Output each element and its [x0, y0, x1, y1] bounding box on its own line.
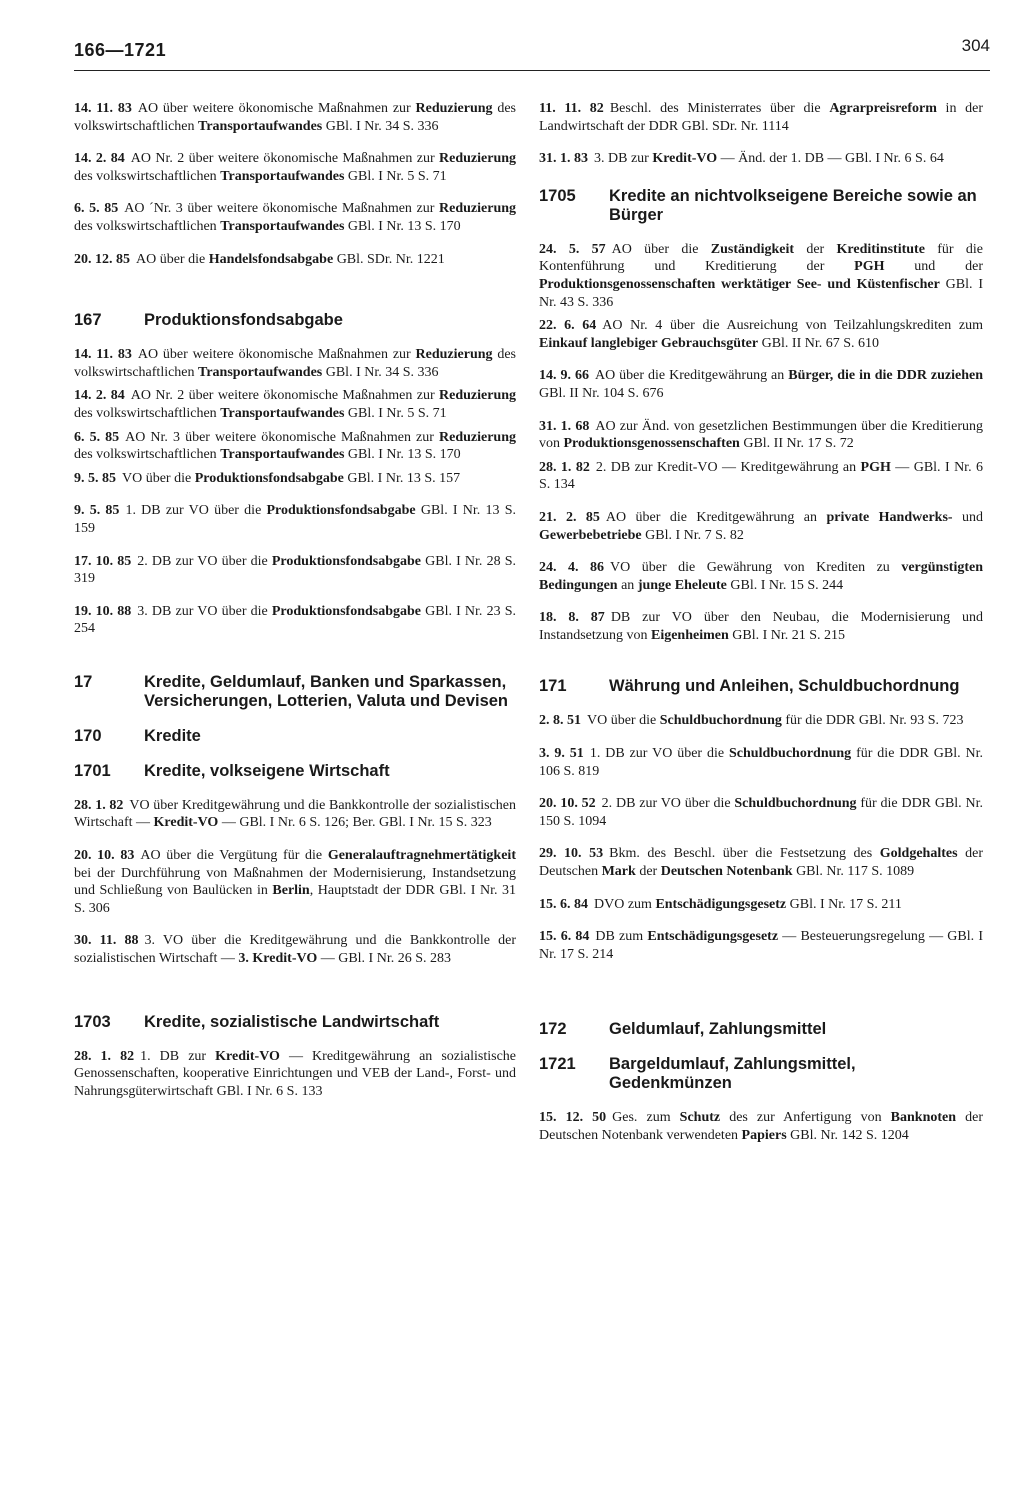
legal-entry [539, 795, 983, 830]
entry-text: des volkswirtschaftlichen [74, 447, 221, 463]
entry-text: GBl. I Nr. 7 S. 82 [641, 527, 744, 543]
legal-entry [539, 928, 983, 963]
entry-keyword: Handelsfondsabgabe [208, 251, 334, 267]
section-heading [539, 677, 983, 696]
entry-keyword: Transportaufwandes [220, 405, 345, 421]
entry-date: 31. 1. 68 [539, 418, 590, 434]
entry-text: 1. DB zur VO über die [125, 503, 267, 519]
spacer [74, 983, 516, 1013]
entry-text: AO Nr. 2 über weitere ökonomische Maßnahmen zur [130, 151, 440, 167]
entry-text: der [794, 241, 837, 257]
entry-date: 29. 10. 53 [539, 846, 604, 862]
legal-entry [539, 1109, 983, 1144]
entry-text: des volkswirtschaftlichen [74, 347, 516, 380]
legal-entry [74, 200, 516, 235]
entry-date: 6. 5. 85 [74, 429, 120, 445]
entry-text: — GBl. I Nr. 6 S. 134 [539, 459, 984, 493]
entry-keyword: Generalauftragnehmertätigkeit [327, 848, 516, 864]
entry-text: Beschl. des Ministerrates über die [609, 101, 830, 116]
legal-entry [74, 387, 516, 422]
legal-entry [539, 712, 983, 730]
legal-entry [74, 502, 516, 537]
legal-entry [539, 418, 983, 453]
section-heading [74, 311, 516, 330]
entry-date: 6. 5. 85 [74, 201, 119, 217]
entry-text: VO über Kreditgewährung und die Bankkontrolle der sozialistischen Wirtschaft — [74, 797, 517, 831]
legal-entry [74, 932, 516, 967]
entry-text: des volkswirtschaftlichen [74, 218, 221, 234]
spacer [539, 659, 983, 677]
entry-date: 11. 11. 82 [539, 101, 604, 116]
entry-text: GBl. I Nr. 5 S. 71 [344, 168, 447, 184]
entry-text: und [952, 509, 983, 525]
legal-entry [74, 1048, 516, 1101]
entry-date: 14. 9. 66 [539, 368, 589, 384]
entry-text: GBl. Nr. 117 S. 1089 [792, 864, 915, 880]
section-number: 1701 [74, 761, 111, 780]
entry-text: der Deutschen Notenbank verwendeten [539, 1110, 983, 1143]
entry-text: — Kreditgewährung an sozialistische Genossenschaften, kooperative Einrichtungen und VEB der Land-, Forst- und Nahrungsgüterwirtschaft GBl. I Nr. 6 S. 133 [74, 1048, 517, 1099]
entry-text: für die DDR GBl. Nr. 106 S. 819 [539, 746, 984, 779]
entry-text: des volkswirtschaftlichen [74, 168, 221, 184]
page-header [74, 36, 990, 71]
entry-keyword: Entschädigungsgesetz [647, 929, 779, 945]
entry-keyword: Transportaufwandes [220, 447, 345, 463]
entry-keyword: Eigenheimen [650, 627, 729, 643]
entry-text: der Deutschen [539, 846, 983, 880]
entry-keyword: Produktionsgenossenschaften werktätiger See- und Küstenfischer [539, 276, 940, 292]
section-title: Produktionsfondsabgabe [144, 311, 343, 330]
entry-text: GBl. I Nr. 13 S. 170 [344, 447, 461, 463]
entry-keyword: Schuldbuchordnung [729, 746, 852, 762]
entry-text: AO Nr. 3 über weitere ökonomische Maßnahmen zur [125, 429, 439, 445]
entry-text: , Hauptstadt der DDR GBl. I Nr. 31 S. 306 [74, 883, 516, 916]
entry-keyword: junge Eheleute [637, 577, 727, 593]
entry-text: — Besteuerungsregelung — GBl. I Nr. 17 S. 214 [539, 929, 983, 962]
entry-text: AO über die [611, 241, 711, 257]
section-heading [539, 1020, 983, 1039]
entry-keyword: Transportaufwandes [198, 364, 323, 380]
spacer [74, 283, 516, 311]
section-title: Kredite [144, 726, 201, 745]
section-number: 1705 [539, 186, 576, 205]
entry-date: 20. 10. 52 [539, 796, 596, 812]
spacer [74, 653, 516, 673]
legal-entry [539, 845, 983, 880]
entry-text: VO über die [587, 713, 660, 729]
entry-keyword: Agrarpreisreform [829, 101, 937, 116]
entry-keyword: Produktionsgenossenschaften [563, 436, 740, 452]
entry-text: AO über weitere ökonomische Maßnahmen zur [137, 101, 416, 116]
section-number: 1721 [539, 1055, 576, 1074]
legal-entry [74, 346, 516, 381]
entry-text: GBl. I Nr. 13 S. 170 [344, 218, 461, 234]
legal-entry [539, 509, 983, 544]
section-title: Kredite, volkseigene Wirtschaft [144, 761, 390, 780]
entry-text: VO über die Gewährung von Krediten zu [610, 560, 902, 576]
entry-text: GBl. I Nr. 15 S. 244 [726, 577, 844, 593]
entry-text: GBl. Nr. 142 S. 1204 [786, 1128, 909, 1143]
entry-keyword: Schutz [679, 1110, 721, 1126]
entry-keyword: Reduzierung [415, 347, 493, 363]
entry-keyword: Einkauf langlebiger Gebrauchsgüter [539, 335, 759, 351]
entry-date: 19. 10. 88 [74, 603, 132, 619]
entry-date: 15. 12. 50 [539, 1110, 607, 1126]
entry-text: GBl. I Nr. 21 S. 215 [728, 627, 846, 643]
legal-entry [74, 470, 516, 488]
section-title: Kredite an nichtvolkseigene Bereiche sowie an Bürger [609, 186, 977, 224]
entry-text: und der [884, 259, 983, 275]
entry-text: 1. DB zur [140, 1048, 216, 1064]
entry-date: 15. 6. 84 [539, 929, 590, 945]
entry-text: GBl. I Nr. 23 S. 254 [74, 603, 516, 637]
section-title: Kredite, sozialistische Landwirtschaft [144, 1012, 440, 1031]
entry-text: GBl. II Nr. 104 S. 676 [539, 385, 664, 401]
legal-entry [539, 241, 983, 311]
entry-text: 3. DB zur VO über die [137, 603, 272, 619]
entry-keyword: Kredit-VO [215, 1048, 280, 1064]
entry-keyword: Banknoten [890, 1110, 957, 1126]
entry-keyword: 3. Kredit-VO [238, 951, 318, 967]
entry-date: 21. 2. 85 [539, 509, 600, 525]
entry-date: 22. 6. 64 [539, 318, 597, 334]
legal-entry [539, 317, 983, 352]
entry-text: GBl. I Nr. 13 S. 159 [74, 503, 516, 536]
entry-keyword: Kreditinstitute [836, 241, 925, 257]
legal-entry [539, 367, 983, 402]
page-number: 304 [961, 36, 990, 55]
section-title: Währung und Anleihen, Schuldbuchordnung [609, 677, 960, 696]
legal-entry [74, 553, 516, 588]
entry-keyword: Reduzierung [439, 201, 517, 217]
entry-date: 18. 8. 87 [539, 610, 605, 626]
section-number: 167 [74, 311, 102, 330]
entry-keyword: Transportaufwandes [220, 168, 345, 184]
entry-keyword: Gewerbebetriebe [539, 527, 642, 543]
entry-text: GBl. II Nr. 67 S. 610 [758, 335, 880, 351]
entry-text: AO über die Kreditgewährung an [605, 509, 827, 525]
entry-text: bei der Durchführung von Maßnahmen der Modernisierung, Instandsetzung und Schließung von Baulücken in [74, 865, 516, 899]
entry-date: 14. 11. 83 [74, 101, 132, 116]
legal-entry [539, 459, 983, 494]
entry-keyword: Transportaufwandes [220, 218, 345, 234]
left-column [74, 100, 516, 1115]
entry-text: an [617, 577, 638, 593]
section-heading [539, 187, 983, 225]
entry-keyword: Papiers [741, 1128, 787, 1143]
entry-date: 14. 11. 83 [74, 347, 132, 363]
section-heading [74, 727, 516, 746]
entry-keyword: Reduzierung [439, 151, 517, 167]
entry-date: 24. 4. 86 [539, 560, 605, 576]
legal-entry [74, 847, 516, 917]
section-range: 166—1721 [74, 40, 167, 60]
section-heading [539, 1055, 983, 1093]
entry-text: 3. VO über die Kreditgewährung und die Bankkontrolle der sozialistischen Wirtschaft — [74, 933, 516, 967]
entry-text: GBl. SDr. Nr. 1221 [333, 251, 445, 267]
entry-keyword: vergünstigten Bedingungen [539, 560, 983, 593]
entry-text: — GBl. I Nr. 6 S. 126; Ber. GBl. I Nr. 15 S. 323 [218, 815, 492, 831]
entry-text: für die DDR GBl. Nr. 93 S. 723 [781, 713, 964, 729]
entry-keyword: Reduzierung [415, 101, 493, 116]
entry-text: Bkm. des Beschl. über die Festsetzung des [609, 846, 880, 862]
entry-date: 9. 5. 85 [74, 470, 116, 486]
entry-keyword: Produktionsfondsabgabe [266, 503, 416, 519]
entry-text: GBl. II Nr. 17 S. 72 [739, 436, 854, 452]
entry-date: 31. 1. 83 [539, 151, 588, 167]
entry-text: AO über weitere ökonomische Maßnahmen zur [137, 347, 416, 363]
entry-text: des zur Anfertigung von [720, 1110, 891, 1126]
entry-text: GBl. I Nr. 28 S. 319 [74, 553, 516, 587]
entry-date: 14. 2. 84 [74, 151, 125, 167]
entry-text: 2. DB zur VO über die [601, 796, 735, 812]
entry-date: 20. 10. 83 [74, 848, 135, 864]
section-number: 171 [539, 677, 567, 696]
entry-text: Ges. zum [612, 1110, 680, 1126]
entry-keyword: Bürger, die in die DDR zuziehen [788, 368, 984, 384]
section-number: 172 [539, 1020, 567, 1039]
entry-text: 2. DB zur VO über die [137, 553, 272, 569]
entry-text: AO zur Änd. von gesetzlichen Bestimmungen über die Kreditierung von [539, 418, 984, 452]
entry-text: GBl. I Nr. 34 S. 336 [322, 364, 439, 380]
legal-entry [74, 150, 516, 185]
entry-date: 20. 12. 85 [74, 251, 130, 267]
entry-keyword: Goldgehaltes [879, 846, 958, 862]
spacer [539, 978, 983, 1020]
entry-text: für die DDR GBl. Nr. 150 S. 1094 [539, 796, 984, 829]
legal-entry [74, 251, 516, 269]
entry-keyword: PGH [860, 459, 891, 475]
entry-text: des volkswirtschaftlichen [74, 405, 221, 421]
entry-text: AO über die Vergütung für die [140, 848, 328, 864]
section-title: Geldumlauf, Zahlungsmittel [609, 1020, 827, 1039]
entry-text: VO über die [122, 470, 195, 486]
entry-keyword: Reduzierung [439, 388, 517, 404]
entry-date: 28. 1. 82 [74, 797, 124, 813]
entry-text: GBl. I Nr. 13 S. 157 [343, 470, 461, 486]
section-number: 170 [74, 726, 102, 745]
entry-keyword: Deutschen Notenbank [660, 864, 793, 880]
entry-keyword: Transportaufwandes [198, 118, 323, 134]
entry-text: 3. DB zur [594, 151, 653, 167]
entry-text: GBl. I Nr. 34 S. 336 [322, 118, 439, 134]
entry-keyword: Schuldbuchordnung [734, 796, 857, 812]
section-number: 1703 [74, 1012, 111, 1031]
entry-keyword: Produktionsfondsabgabe [271, 603, 422, 619]
entry-text: DB zum [595, 929, 648, 945]
entry-text: AO ´Nr. 3 über weitere ökonomische Maßnahmen zur [124, 201, 440, 217]
entry-text: GBl. I Nr. 5 S. 71 [344, 405, 447, 421]
entry-keyword: Kredit-VO [153, 815, 219, 831]
entry-date: 17. 10. 85 [74, 553, 132, 569]
entry-date: 28. 1. 82 [74, 1048, 135, 1064]
legal-entry [74, 100, 516, 135]
entry-keyword: Produktionsfondsabgabe [271, 553, 422, 569]
entry-text: DB zur VO über den Neubau, die Modernisierung und Instandsetzung von [539, 610, 984, 643]
entry-keyword: Entschädigungsgesetz [655, 896, 787, 912]
right-column [539, 100, 983, 1160]
section-title: Kredite, Geldumlauf, Banken und Sparkassen, Versicherungen, Lotterien, Valuta und Devisen [144, 672, 509, 710]
entry-text: GBl. I Nr. 17 S. 211 [786, 896, 902, 912]
entry-date: 3. 9. 51 [539, 746, 584, 762]
entry-text: für die Kontenführung und Kreditierung der [539, 241, 983, 275]
entry-text: — GBl. I Nr. 26 S. 283 [317, 951, 452, 967]
entry-keyword: Mark [601, 864, 636, 880]
entry-text: des volkswirtschaftlichen [74, 101, 516, 134]
entry-date: 9. 5. 85 [74, 503, 120, 519]
entry-text: — Änd. der 1. DB — GBl. I Nr. 6 S. 64 [717, 151, 944, 167]
entry-text: AO über die Kreditgewährung an [594, 368, 789, 384]
entry-keyword: Kredit-VO [652, 151, 718, 167]
section-heading [74, 762, 516, 781]
entry-keyword: private Handwerks- [826, 509, 953, 525]
entry-text: in der Landwirtschaft der DDR GBl. SDr. Nr. 1114 [539, 101, 983, 134]
entry-keyword: PGH [854, 259, 885, 275]
legal-entry [74, 429, 516, 464]
entry-keyword: Reduzierung [439, 429, 516, 445]
entry-text: 1. DB zur VO über die [589, 746, 729, 762]
entry-text: 2. DB zur Kredit-VO — Kreditgewährung an [595, 459, 861, 475]
legal-entry [539, 745, 983, 780]
entry-date: 24. 5. 57 [539, 241, 606, 257]
entry-keyword: Zuständigkeit [710, 241, 795, 257]
legal-entry [539, 100, 983, 135]
section-title: Bargeldumlauf, Zahlungsmittel, Gedenkmünzen [609, 1055, 856, 1093]
section-heading [74, 673, 516, 711]
entry-text: GBl. I Nr. 43 S. 336 [539, 276, 983, 310]
entry-keyword: Schuldbuchordnung [659, 713, 782, 729]
entry-text: AO Nr. 2 über weitere ökonomische Maßnahmen zur [130, 388, 440, 404]
entry-text: AO über die [136, 251, 209, 267]
legal-entry [539, 609, 983, 644]
legal-entry [539, 896, 983, 914]
entry-keyword: Produktionsfondsabgabe [194, 470, 344, 486]
entry-text: AO Nr. 4 über die Ausreichung von Teilzahlungskrediten zum [602, 318, 983, 334]
legal-entry [74, 603, 516, 638]
legal-entry [74, 797, 516, 832]
entry-date: 15. 6. 84 [539, 896, 588, 912]
entry-date: 30. 11. 88 [74, 933, 139, 949]
entry-keyword: Berlin [272, 883, 310, 899]
legal-entry [539, 559, 983, 594]
entry-date: 2. 8. 51 [539, 713, 581, 729]
entry-date: 14. 2. 84 [74, 388, 125, 404]
legal-entry [539, 150, 983, 168]
section-heading [74, 1013, 516, 1032]
section-number: 17 [74, 672, 93, 691]
entry-date: 28. 1. 82 [539, 459, 590, 475]
entry-text: der [635, 864, 661, 880]
entry-text: DVO zum [594, 896, 656, 912]
